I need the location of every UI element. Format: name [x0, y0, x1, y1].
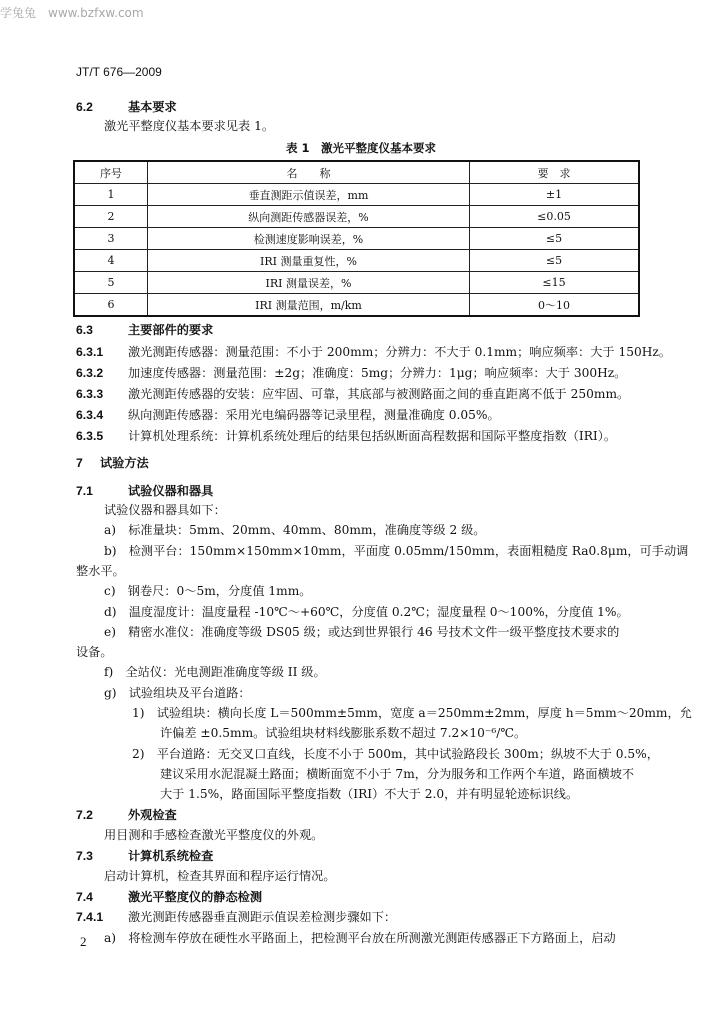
- section-7-1-intro: 试验仪器和器具如下：: [104, 503, 226, 517]
- section-7-2-text: 用目测和手感检查激光平整度仪的外观。: [104, 828, 324, 842]
- list-item-a: a) 标准量块：5mm、20mm、40mm、80mm，准确度等级 2 级。: [104, 523, 486, 537]
- list-item-b-continued: 整水平。: [76, 564, 125, 578]
- section-number: 7: [76, 456, 83, 470]
- requirements-table: [73, 160, 640, 317]
- table-row: [74, 228, 639, 250]
- table-cell: ≤0.05: [470, 206, 640, 228]
- section-7-3-heading: [76, 848, 213, 864]
- clause-text: 计算机处理系统：计算机系统处理后的结果包括纵断面高程数据和国际平整度指数（IRI）。: [128, 429, 617, 443]
- page-number: 2: [80, 934, 87, 949]
- header-cell: 名 称: [148, 161, 470, 184]
- section-7-2-heading: [76, 807, 177, 823]
- table-cell: 6: [74, 294, 148, 317]
- sub-item-2: 2) 平台道路：无交叉口直线，长度不小于 500m，其中试验路段长 300m；纵坡不大于 0.5%，: [132, 747, 659, 761]
- table-cell: ≤5: [470, 228, 640, 250]
- list-item-f: f) 全站仪：光电测距准确度等级 II 级。: [104, 665, 326, 679]
- table-cell: 2: [74, 206, 148, 228]
- clause-number: 6.3.3: [76, 387, 104, 401]
- section-number: 7.4: [76, 890, 93, 904]
- table-cell: IRI 测量误差，%: [148, 272, 470, 294]
- section-title: 主要部件的要求: [128, 323, 214, 337]
- clause-6-3-5: [76, 428, 616, 444]
- section-title: 计算机系统检查: [128, 849, 214, 863]
- list-item-d: d) 温度湿度计：温度量程 -10℃～+60℃，分度值 0.2℃；湿度量程 0～100%，分度值 1%。: [104, 605, 629, 619]
- section-6-3-heading: [76, 322, 213, 338]
- list-item-g: g) 试验组块及平台道路：: [104, 686, 251, 700]
- table-cell: 1: [74, 184, 148, 206]
- clause-text: 加速度传感器：测量范围：±2g；准确度：5mg；分辨力：1μg；响应频率：大于 300Hz。: [128, 366, 627, 380]
- section-7-3-text: 启动计算机，检查其界面和程序运行情况。: [104, 869, 336, 883]
- section-title: 试验仪器和器具: [128, 484, 214, 498]
- table-cell: IRI 测量范围，m/km: [148, 294, 470, 317]
- section-number: 7.2: [76, 808, 93, 822]
- doc-code: JT/T 676—2009: [76, 65, 162, 79]
- table-cell: IRI 测量重复性，%: [148, 250, 470, 272]
- table-cell: ≤15: [470, 272, 640, 294]
- clause-6-3-4: [76, 407, 500, 423]
- list-item-b: b) 检测平台：150mm×150mm×10mm，平面度 0.05mm/150mm，表面粗糙度 Ra0.8μm，可手动调: [104, 544, 689, 558]
- list-item-e-continued: 设备。: [76, 645, 113, 659]
- clause-number: 6.3.2: [76, 366, 104, 380]
- table-row: [74, 184, 639, 206]
- table-cell: 4: [74, 250, 148, 272]
- section-title: 外观检查: [128, 808, 177, 822]
- clause-text: 激光测距传感器：测量范围：不小于 200mm；分辨力：不大于 0.1mm；响应频率：大于 150Hz。: [128, 345, 671, 359]
- clause-text: 激光测距传感器的安装：应牢固、可靠，其底部与被测路面之间的垂直距离不低于 250mm。: [128, 387, 630, 401]
- table-row: [74, 206, 639, 228]
- section-number: 7.1: [76, 484, 93, 498]
- clause-text: 纵向测距传感器：采用光电编码器等记录里程，测量准确度 0.05%。: [128, 408, 500, 422]
- section-6-2-heading: [76, 99, 177, 115]
- list-item-c: c) 钢卷尺：0～5m，分度值 1mm。: [104, 584, 312, 598]
- sub-item-2-continued: 大于 1.5%，路面国际平整度指数（IRI）不大于 2.0，并有明显轮迹标识线。: [160, 787, 579, 801]
- list-item-a: a) 将检测车停放在硬性水平路面上，把检测平台放在所测激光测距传感器正下方路面上，启动: [104, 931, 616, 945]
- section-7-heading: [76, 455, 149, 471]
- table-cell: 检测速度影响误差，%: [148, 228, 470, 250]
- section-title: 基本要求: [128, 100, 177, 114]
- sub-item-2-continued: 建议采用水泥混凝土路面；横断面宽不小于 7m，分为服务和工作两个车道，路面横坡不: [160, 767, 635, 781]
- clause-6-3-2: [76, 365, 626, 381]
- section-title: 试验方法: [100, 456, 149, 470]
- clause-number: 6.3.1: [76, 345, 104, 359]
- table-header-row: [74, 161, 639, 184]
- clause-6-3-3: [76, 386, 629, 402]
- watermark-url: www.bzfxw.com: [48, 6, 144, 20]
- section-number: 7.3: [76, 849, 93, 863]
- table-cell: 纵向测距传感器误差，%: [148, 206, 470, 228]
- sub-item-1: 1) 试验组块：横向长度 L＝500mm±5mm，宽度 a＝250mm±2mm，厚度 h＝5mm～20mm，允: [132, 706, 692, 720]
- header-cell: 要 求: [470, 161, 640, 184]
- clause-number: 7.4.1: [76, 910, 104, 924]
- header-cell: 序号: [74, 161, 148, 184]
- section-6-2-intro: 激光平整度仪基本要求见表 1。: [104, 119, 275, 133]
- table-cell: 垂直测距示值误差，mm: [148, 184, 470, 206]
- section-title: 激光平整度仪的静态检测: [128, 890, 263, 904]
- clause-7-4-1: [76, 909, 396, 925]
- watermark: [0, 4, 156, 21]
- clause-number: 6.3.5: [76, 429, 104, 443]
- sub-item-1-continued: 许偏差 ±0.5mm。试验组块材料线膨胀系数不超过 7.2×10⁻⁶/℃。: [160, 726, 527, 740]
- clause-6-3-1: [76, 344, 671, 360]
- table-cell: ±1: [470, 184, 640, 206]
- table-cell: 0～10: [470, 294, 640, 317]
- clause-number: 6.3.4: [76, 408, 104, 422]
- table-cell: ≤5: [470, 250, 640, 272]
- watermark-site-name: 学兔兔: [0, 6, 37, 20]
- section-7-4-heading: [76, 889, 262, 905]
- table-cell: 5: [74, 272, 148, 294]
- section-number: 6.2: [76, 100, 93, 114]
- section-7-1-heading: [76, 483, 213, 499]
- table-cell: 3: [74, 228, 148, 250]
- table-row: [74, 294, 639, 317]
- table-caption: 表 1 激光平整度仪基本要求: [285, 141, 436, 155]
- list-item-e: e) 精密水准仪：准确度等级 DS05 级；或达到世界银行 46 号技术文件一级平整度技术要求的: [104, 625, 620, 639]
- clause-text: 激光测距传感器垂直测距示值误差检测步骤如下：: [128, 910, 397, 924]
- section-number: 6.3: [76, 323, 93, 337]
- table-row: [74, 250, 639, 272]
- table-row: [74, 272, 639, 294]
